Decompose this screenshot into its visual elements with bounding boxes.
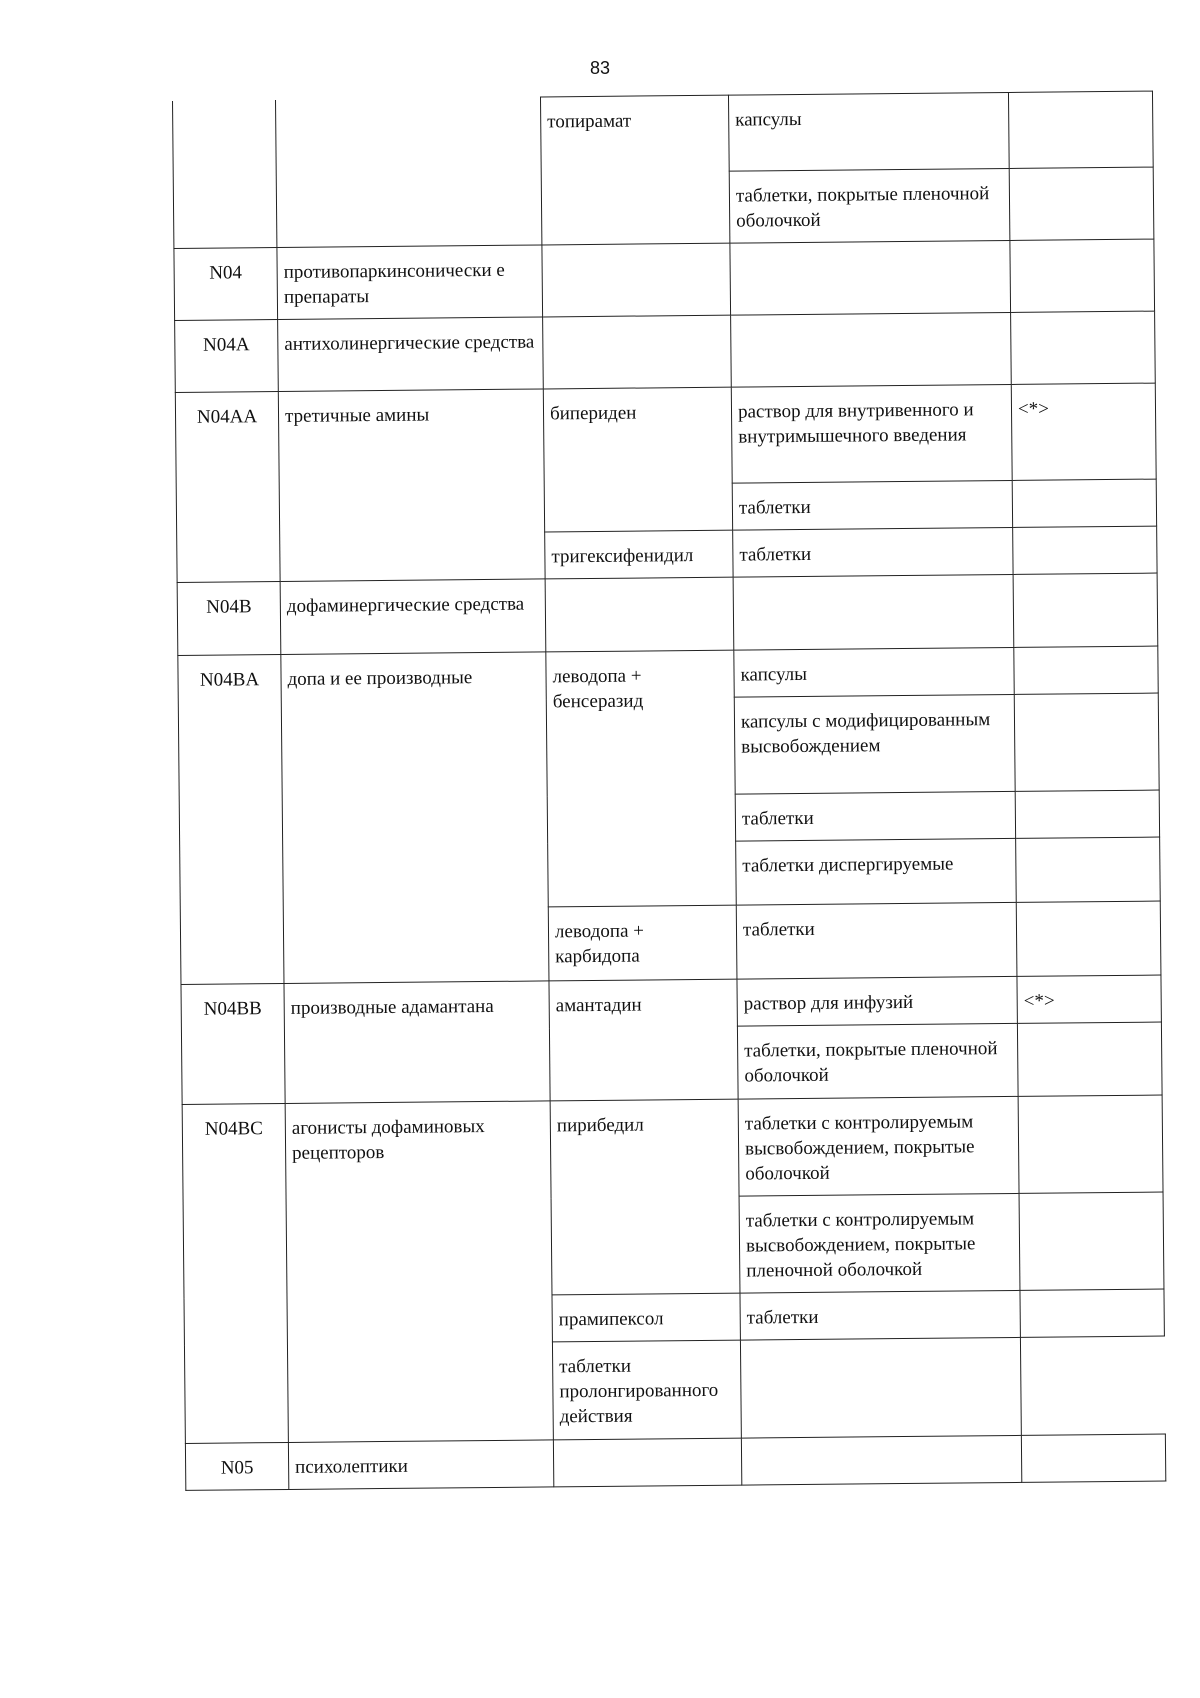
substance-cell [542, 243, 731, 317]
atc-code-cell: N04A [175, 319, 279, 392]
form-cell [741, 1435, 1021, 1485]
note-cell [1013, 573, 1158, 647]
group-cell: допа и ее производные [281, 652, 549, 984]
form-cell [730, 240, 1011, 315]
table-row [182, 1095, 1163, 1201]
substance-cell [543, 315, 732, 389]
form-cell: таблетки диспергируемые [736, 838, 1017, 905]
note-cell [1019, 1192, 1164, 1290]
substance-cell [545, 577, 734, 652]
atc-code-cell: N04BA [178, 654, 284, 984]
form-cell: таблетки, покрытые пленочной оболочкой [737, 1023, 1018, 1099]
form-cell: таблетки [740, 1290, 1020, 1340]
group-cell: агонисты дофаминовых рецепторов [285, 1101, 553, 1443]
substance-cell: бипериден [543, 387, 732, 532]
form-cell: раствор для внутривенного и внутримышечного введения [731, 384, 1012, 483]
drug-table [172, 91, 1166, 1491]
form-cell: таблетки [736, 902, 1017, 979]
form-cell: таблетки [733, 527, 1013, 577]
form-cell: таблетки с контролируемым высвобождением, покрытые пленочной оболочкой [739, 1193, 1020, 1293]
note-cell [1020, 1289, 1164, 1337]
atc-code-cell: N04BB [181, 983, 285, 1104]
form-cell [733, 574, 1014, 650]
note-cell [1021, 1434, 1165, 1482]
table-row [173, 91, 1154, 176]
group-cell: производные адамантана [284, 981, 550, 1104]
note-cell [1018, 1095, 1163, 1193]
form-cell [731, 312, 1012, 387]
form-cell: капсулы [728, 92, 1009, 171]
atc-code-cell: N04BC [182, 1103, 288, 1443]
note-cell [1012, 479, 1156, 527]
group-cell: психолептики [288, 1440, 553, 1490]
substance-cell: леводопа + бенсеразид [546, 650, 736, 907]
note-cell [1014, 693, 1159, 791]
group-cell [276, 97, 542, 248]
form-cell: таблетки пролонгированного действия [552, 1340, 741, 1440]
note-cell: <*> [1017, 975, 1161, 1023]
page-number: 83 [589, 58, 611, 78]
substance-cell: топирамат [540, 95, 729, 245]
form-cell: таблетки, покрытые пленочной оболочкой [729, 168, 1010, 243]
table-row [175, 311, 1156, 392]
form-cell: капсулы [734, 647, 1014, 697]
note-cell [1013, 526, 1157, 574]
table-row [174, 239, 1155, 320]
table-row [177, 573, 1158, 655]
table-row [175, 383, 1156, 488]
note-cell [740, 1337, 1021, 1438]
form-cell: раствор для инфузий [737, 976, 1017, 1026]
atc-code-cell [173, 100, 277, 249]
note-cell [1016, 901, 1161, 976]
note-cell [1017, 1022, 1162, 1096]
form-cell: таблетки [732, 480, 1012, 530]
form-cell: таблетки [735, 791, 1015, 841]
substance-cell: леводопа + карбидопа [548, 905, 737, 981]
group-cell: антихолинергические средства [278, 317, 544, 392]
group-cell: противопаркинсонически е препараты [277, 245, 543, 320]
atc-code-cell: N04 [174, 247, 278, 320]
note-cell [1015, 790, 1159, 838]
substance-cell: тригексифенидил [545, 530, 733, 579]
group-cell: дофаминергические средства [280, 579, 546, 655]
substance-cell: прамипексол [552, 1293, 740, 1342]
note-cell [1009, 167, 1154, 240]
note-cell [1011, 311, 1156, 384]
note-cell [1008, 91, 1153, 168]
substance-cell: пирибедил [550, 1099, 740, 1295]
substance-cell [553, 1438, 741, 1487]
substance-cell: амантадин [549, 979, 738, 1101]
form-cell: капсулы с модифицированным высвобождением [734, 694, 1015, 794]
note-cell [1016, 837, 1161, 902]
atc-code-cell: N04AA [175, 391, 280, 582]
atc-code-cell: N04B [177, 581, 281, 655]
group-cell: третичные амины [278, 389, 545, 582]
note-cell [1014, 646, 1158, 694]
atc-code-cell: N05 [185, 1442, 288, 1490]
table-row [185, 1434, 1165, 1490]
note-cell: <*> [1011, 383, 1156, 480]
note-cell [1010, 239, 1155, 312]
form-cell: таблетки с контролируемым высвобождением, покрытые оболочкой [738, 1096, 1019, 1196]
